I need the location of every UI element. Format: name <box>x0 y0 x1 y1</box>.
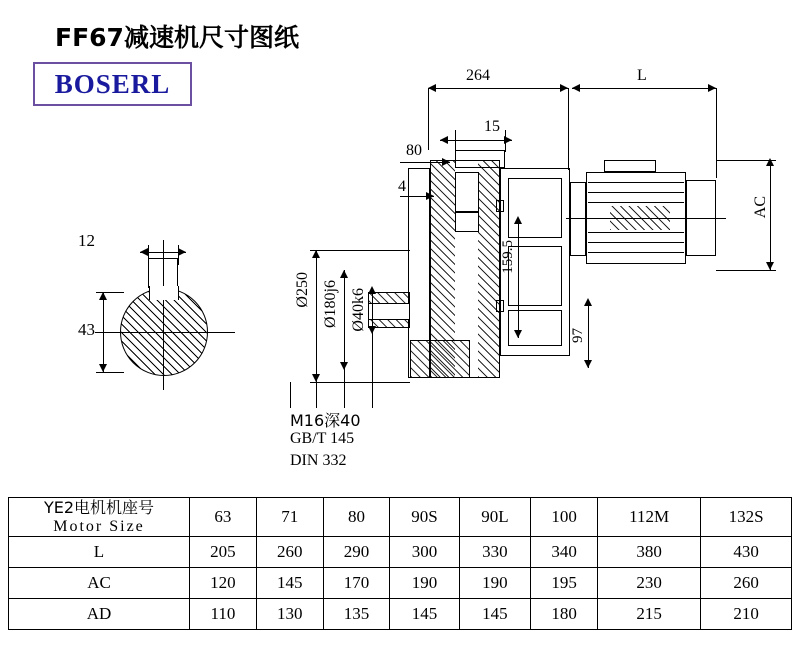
dimension-table <box>8 497 792 630</box>
row-header-line2: Motor Size <box>53 518 145 535</box>
row-header-AD: AD <box>9 599 190 630</box>
table-cell: 230 <box>597 568 700 599</box>
table-cell: 340 <box>531 537 598 568</box>
dim-shaft-43: 43 <box>78 320 95 339</box>
table-cell: 190 <box>459 568 531 599</box>
brand-logo <box>33 62 192 106</box>
table-row-header <box>9 498 792 537</box>
table-cell: 190 <box>390 568 459 599</box>
table-cell: 132S <box>701 498 792 537</box>
dim-AC: AC <box>752 196 769 219</box>
table-cell: 260 <box>701 568 792 599</box>
table-cell: 120 <box>190 568 257 599</box>
table-cell: 300 <box>390 537 459 568</box>
table-cell: 180 <box>531 599 598 630</box>
dim-d250: Ø250 <box>294 272 311 308</box>
table-cell: 130 <box>256 599 323 630</box>
row-header-AC: AC <box>9 568 190 599</box>
dim-97: 97 <box>570 328 586 343</box>
dim-80: 80 <box>406 142 422 159</box>
table-row <box>9 537 792 568</box>
dim-4: 4 <box>398 178 406 195</box>
table-cell: 260 <box>256 537 323 568</box>
dim-L: L <box>637 67 647 84</box>
note-gbt145: GB/T 145 <box>290 430 355 447</box>
table-cell: 145 <box>256 568 323 599</box>
row-header-motor-size <box>9 498 190 537</box>
row-header-L: L <box>9 537 190 568</box>
table-row <box>9 568 792 599</box>
dim-15: 15 <box>484 118 500 135</box>
dim-key-width: 12 <box>78 231 95 250</box>
table-cell: 90S <box>390 498 459 537</box>
dim-d180: Ø180j6 <box>322 280 339 328</box>
table-cell: 195 <box>531 568 598 599</box>
logo-text: BOSERL <box>54 68 171 99</box>
table-cell: 330 <box>459 537 531 568</box>
page-title: FF67减速机尺寸图纸 <box>55 23 299 52</box>
table-cell: 100 <box>531 498 598 537</box>
table-cell: 135 <box>323 599 390 630</box>
table-cell: 170 <box>323 568 390 599</box>
table-row <box>9 599 792 630</box>
row-header-line1: YE2电机机座号 <box>43 498 155 517</box>
table-cell: 380 <box>597 537 700 568</box>
table-cell: 80 <box>323 498 390 537</box>
note-din332: DIN 332 <box>290 452 347 469</box>
table-cell: 63 <box>190 498 257 537</box>
table-cell: 71 <box>256 498 323 537</box>
table-cell: 205 <box>190 537 257 568</box>
note-m16: M16深40 <box>290 411 361 430</box>
table-cell: 290 <box>323 537 390 568</box>
table-cell: 110 <box>190 599 257 630</box>
dim-264: 264 <box>466 67 490 84</box>
dim-d40: Ø40k6 <box>350 288 367 332</box>
table-cell: 90L <box>459 498 531 537</box>
table-cell: 145 <box>459 599 531 630</box>
dim-159-5: 159.5 <box>500 240 516 274</box>
table-cell: 210 <box>701 599 792 630</box>
table-cell: 145 <box>390 599 459 630</box>
table-cell: 430 <box>701 537 792 568</box>
table-cell: 112M <box>597 498 700 537</box>
table-cell: 215 <box>597 599 700 630</box>
